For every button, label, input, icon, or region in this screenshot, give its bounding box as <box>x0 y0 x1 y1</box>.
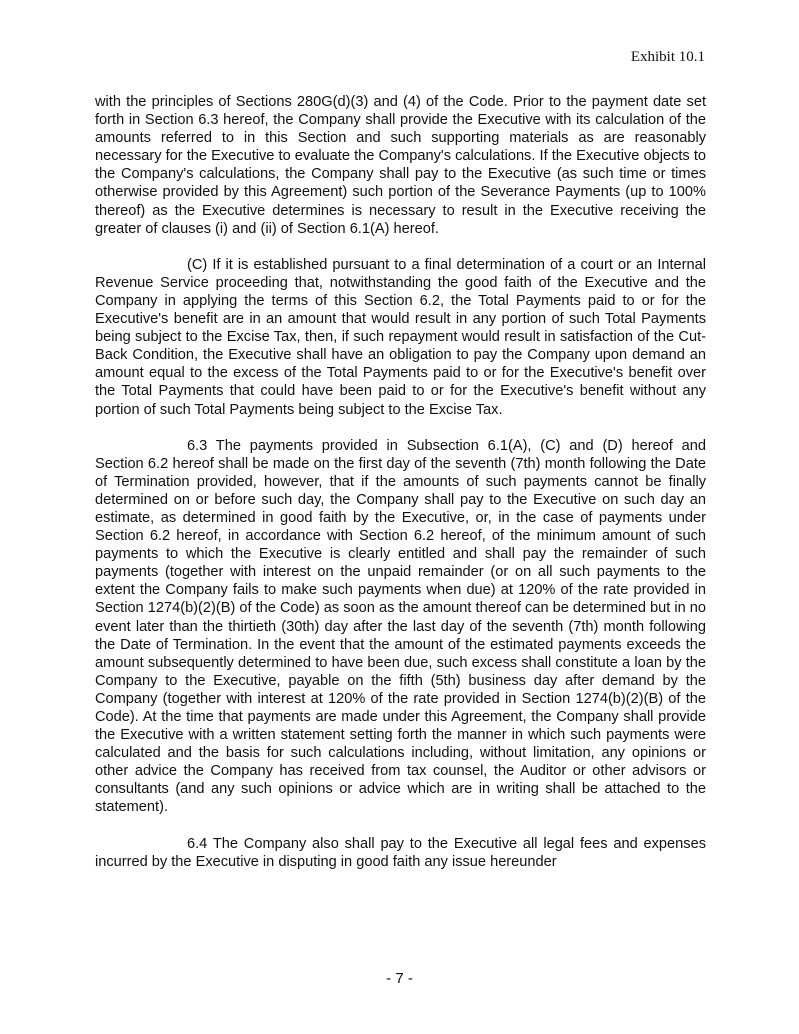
document-body <box>95 93 706 871</box>
paragraph-section-6-4: 6.4 The Company also shall pay to the Executive all legal fees and expenses incurred by the Executive in disputing in good faith any issue hereunder <box>95 835 706 870</box>
paragraph-clause-c: (C) If it is established pursuant to a final determination of a court or an Internal Revenue Service proceeding that, notwithstanding the good faith of the Executive and the Company in applying the terms of this Section 6.2, the Total Payments paid to or for the Executive's benefit are in an amount that would result in any portion of such Total Payments being subject to the Excise Tax, then, if such repayment would result in satisfaction of the Cut-Back Condition, the Executive shall have an obligation to pay the Company upon demand an amount equal to the excess of the Total Payments paid to or for the Executive's benefit over the Total Payments that could have been paid to or for the Executive's benefit without any portion of such Total Payments being subject to the Excise Tax. <box>95 256 706 418</box>
paragraph-section-6-3: 6.3 The payments provided in Subsection 6.1(A), (C) and (D) hereof and Section 6.2 hereof shall be made on the first day of the seventh (7th) month following the Date of Termination provided, however, that if the amounts of such payments cannot be finally determined on or before such day, the Company shall pay to the Executive on such day an estimate, as determined in good faith by the Executive, or, in the case of payments under Section 6.2 hereof, in accordance with Section 6.2 hereof, of the minimum amount of such payments to which the Executive is clearly entitled and shall pay the remainder of such payments (together with interest on the unpaid remainder (or on all such payments to the extent the Company fails to make such payments when due) at 120% of the rate provided in Section 1274(b)(2)(B) of the Code) as soon as the amount thereof can be determined but in no event later than the thirtieth (30th) day after the last day of the seventh (7th) month following the Date of Termination. In the event that the amount of the estimated payments exceeds the amount subsequently determined to have been due, such excess shall constitute a loan by the Company to the Executive, payable on the fifth (5th) business day after demand by the Company (together with interest at 120% of the rate provided in Section 1274(b)(2)(B) of the Code). At the time that payments are made under this Agreement, the Company shall provide the Executive with a written statement setting forth the manner in which such payments were calculated and the basis for such calculations including, without limitation, any opinions or other advice the Company has received from tax counsel, the Auditor or other advisors or consultants (and any such opinions or advice which are in writing shall be attached to the statement). <box>95 437 706 816</box>
paragraph-continuation: with the principles of Sections 280G(d)(3) and (4) of the Code. Prior to the payment date set forth in Section 6.3 hereof, the Company shall provide the Executive with its calculation of the amounts referred to in this Section and such supporting materials as are reasonably necessary for the Executive to evaluate the Company's calculations. If the Executive objects to the Company's calculations, the Company shall pay to the Executive (as such time or times otherwise provided by this Agreement) such portion of the Severance Payments (up to 100% thereof) as the Executive determines is necessary to result in the Executive receiving the greater of clauses (i) and (ii) of Section 6.1(A) hereof. <box>95 94 706 237</box>
page-header: Exhibit 10.1 <box>630 49 705 65</box>
page-number: - 7 - <box>386 970 413 987</box>
